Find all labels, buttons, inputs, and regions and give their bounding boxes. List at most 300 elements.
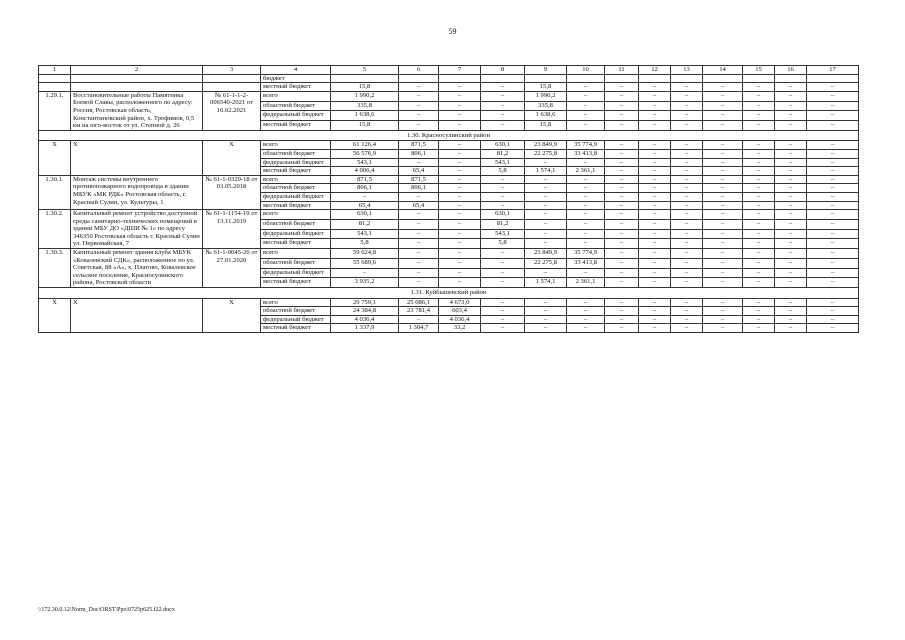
- section-title-row: [39, 288, 859, 299]
- value-cell: –: [481, 83, 525, 92]
- value-cell: –: [807, 158, 859, 167]
- value-cell: –: [567, 219, 605, 229]
- value-cell: 630,1: [481, 141, 525, 150]
- budget-source-cell: местный бюджет: [261, 201, 331, 210]
- column-number: 9: [525, 66, 567, 75]
- value-cell: –: [775, 101, 807, 111]
- value-cell: –: [399, 91, 439, 101]
- value-cell: –: [807, 324, 859, 333]
- item-name: Капитальный ремонт здания клуба МБУК «Ковалевский СДК», расположенное по ул. Советская, 88 «А», х. Платово, Ковалевское сельское поселение, Красносулинского района, Ростовской области: [71, 249, 203, 288]
- value-cell: –: [639, 141, 671, 150]
- value-cell: –: [743, 315, 775, 324]
- value-cell: –: [775, 278, 807, 288]
- table-row: [39, 210, 859, 220]
- value-cell: –: [639, 315, 671, 324]
- value-cell: –: [481, 298, 525, 307]
- value-cell: [639, 74, 671, 83]
- value-cell: –: [605, 192, 639, 201]
- value-cell: 543,1: [331, 158, 399, 167]
- table-row: [39, 91, 859, 101]
- value-cell: –: [605, 239, 639, 249]
- value-cell: –: [605, 278, 639, 288]
- value-cell: –: [481, 120, 525, 130]
- value-cell: –: [399, 210, 439, 220]
- column-number: 13: [671, 66, 703, 75]
- value-cell: –: [703, 219, 743, 229]
- value-cell: –: [703, 149, 743, 158]
- value-cell: 4 006,4: [331, 167, 399, 176]
- item-name: Х: [71, 141, 203, 175]
- value-cell: –: [671, 192, 703, 201]
- value-cell: –: [639, 278, 671, 288]
- value-cell: –: [525, 192, 567, 201]
- value-cell: –: [671, 307, 703, 316]
- value-cell: –: [439, 249, 481, 259]
- value-cell: –: [775, 268, 807, 278]
- value-cell: –: [399, 101, 439, 111]
- value-cell: –: [639, 210, 671, 220]
- value-cell: –: [525, 268, 567, 278]
- item-doc: № 61-1-0329-18 от 03.05.2018: [203, 175, 261, 209]
- value-cell: –: [807, 229, 859, 239]
- value-cell: –: [775, 298, 807, 307]
- value-cell: –: [671, 249, 703, 259]
- value-cell: –: [481, 201, 525, 210]
- value-cell: [807, 74, 859, 83]
- item-doc: Х: [203, 298, 261, 332]
- value-cell: [671, 74, 703, 83]
- value-cell: –: [605, 101, 639, 111]
- value-cell: –: [807, 219, 859, 229]
- value-cell: –: [639, 91, 671, 101]
- value-cell: –: [743, 111, 775, 121]
- value-cell: –: [481, 315, 525, 324]
- section-title: 1.30. Красносулинский район: [39, 130, 859, 141]
- value-cell: 55 689,6: [331, 258, 399, 268]
- value-cell: 630,1: [481, 210, 525, 220]
- value-cell: 61 126,4: [331, 141, 399, 150]
- value-cell: [743, 74, 775, 83]
- budget-source-cell: местный бюджет: [261, 239, 331, 249]
- table-row: [39, 141, 859, 150]
- value-cell: 630,1: [331, 210, 399, 220]
- table-row: [39, 83, 859, 92]
- value-cell: –: [807, 268, 859, 278]
- item-id: 1.29.1.: [39, 91, 71, 130]
- value-cell: –: [439, 258, 481, 268]
- budget-source-cell: областной бюджет: [261, 258, 331, 268]
- value-cell: –: [605, 141, 639, 150]
- value-cell: –: [399, 111, 439, 121]
- budget-source-cell: областной бюджет: [261, 184, 331, 193]
- value-cell: –: [807, 101, 859, 111]
- value-cell: [775, 74, 807, 83]
- column-number: 6: [399, 66, 439, 75]
- value-cell: –: [399, 239, 439, 249]
- budget-source-cell: федеральный бюджет: [261, 158, 331, 167]
- value-cell: –: [567, 120, 605, 130]
- item-id: Х: [39, 298, 71, 332]
- value-cell: –: [639, 167, 671, 176]
- value-cell: –: [807, 175, 859, 184]
- value-cell: –: [399, 268, 439, 278]
- value-cell: 24 384,8: [331, 307, 399, 316]
- value-cell: –: [807, 91, 859, 101]
- budget-source-cell: всего: [261, 210, 331, 220]
- item-doc: № 61-1-1154-19 от 13.11.2019: [203, 210, 261, 249]
- value-cell: –: [703, 91, 743, 101]
- value-cell: –: [743, 149, 775, 158]
- value-cell: –: [671, 324, 703, 333]
- value-cell: –: [605, 91, 639, 101]
- value-cell: –: [703, 298, 743, 307]
- value-cell: –: [703, 175, 743, 184]
- section-title: 1.31. Куйбышевский район: [39, 288, 859, 299]
- value-cell: 806,1: [399, 184, 439, 193]
- value-cell: –: [743, 258, 775, 268]
- value-cell: –: [639, 229, 671, 239]
- value-cell: [71, 74, 203, 83]
- value-cell: –: [703, 210, 743, 220]
- column-number: 7: [439, 66, 481, 75]
- value-cell: [39, 83, 71, 92]
- budget-source-cell: бюджет: [261, 74, 331, 83]
- value-cell: –: [671, 149, 703, 158]
- value-cell: –: [399, 278, 439, 288]
- value-cell: –: [605, 307, 639, 316]
- value-cell: –: [807, 201, 859, 210]
- value-cell: –: [331, 268, 399, 278]
- value-cell: [525, 74, 567, 83]
- value-cell: 65,4: [399, 167, 439, 176]
- value-cell: 1 638,6: [525, 111, 567, 121]
- value-cell: –: [481, 111, 525, 121]
- value-cell: –: [743, 307, 775, 316]
- value-cell: –: [807, 83, 859, 92]
- value-cell: –: [481, 91, 525, 101]
- table-row: [39, 175, 859, 184]
- column-number: 11: [605, 66, 639, 75]
- value-cell: –: [703, 192, 743, 201]
- value-cell: –: [775, 192, 807, 201]
- item-id: 1.30.2.: [39, 210, 71, 249]
- value-cell: 65,4: [399, 201, 439, 210]
- value-cell: –: [671, 120, 703, 130]
- value-cell: –: [807, 167, 859, 176]
- item-doc: № 61-1-0045-20 от 27.01.2020: [203, 249, 261, 288]
- value-cell: –: [775, 324, 807, 333]
- value-cell: –: [775, 210, 807, 220]
- value-cell: –: [567, 315, 605, 324]
- value-cell: –: [605, 268, 639, 278]
- value-cell: –: [775, 184, 807, 193]
- value-cell: –: [703, 101, 743, 111]
- budget-source-cell: местный бюджет: [261, 278, 331, 288]
- value-cell: –: [703, 324, 743, 333]
- value-cell: –: [567, 184, 605, 193]
- item-doc: Х: [203, 141, 261, 175]
- value-cell: –: [807, 298, 859, 307]
- value-cell: –: [703, 201, 743, 210]
- value-cell: 871,5: [399, 141, 439, 150]
- value-cell: –: [481, 249, 525, 259]
- value-cell: –: [605, 258, 639, 268]
- value-cell: –: [743, 167, 775, 176]
- value-cell: –: [671, 184, 703, 193]
- value-cell: –: [775, 141, 807, 150]
- value-cell: –: [605, 298, 639, 307]
- value-cell: –: [743, 184, 775, 193]
- value-cell: 543,1: [331, 229, 399, 239]
- value-cell: 5,8: [481, 239, 525, 249]
- budget-source-cell: всего: [261, 175, 331, 184]
- value-cell: 603,4: [439, 307, 481, 316]
- value-cell: –: [671, 158, 703, 167]
- budget-source-cell: федеральный бюджет: [261, 229, 331, 239]
- value-cell: –: [639, 239, 671, 249]
- value-cell: 15,8: [331, 83, 399, 92]
- value-cell: –: [439, 167, 481, 176]
- value-cell: [567, 74, 605, 83]
- value-cell: 35 774,9: [567, 141, 605, 150]
- value-cell: 15,8: [331, 120, 399, 130]
- value-cell: –: [807, 239, 859, 249]
- value-cell: –: [525, 307, 567, 316]
- value-cell: –: [605, 184, 639, 193]
- value-cell: –: [807, 192, 859, 201]
- budget-source-cell: областной бюджет: [261, 307, 331, 316]
- value-cell: [481, 74, 525, 83]
- value-cell: –: [567, 324, 605, 333]
- value-cell: 81,2: [481, 219, 525, 229]
- value-cell: –: [567, 158, 605, 167]
- value-cell: –: [807, 315, 859, 324]
- value-cell: –: [703, 111, 743, 121]
- value-cell: –: [775, 83, 807, 92]
- table-body: [39, 74, 859, 332]
- value-cell: 23 849,9: [525, 141, 567, 150]
- budget-source-cell: областной бюджет: [261, 149, 331, 158]
- column-number: 17: [807, 66, 859, 75]
- value-cell: –: [743, 210, 775, 220]
- value-cell: 1 574,1: [525, 278, 567, 288]
- value-cell: [399, 74, 439, 83]
- value-cell: 1 990,2: [525, 91, 567, 101]
- section-title-row: [39, 130, 859, 141]
- value-cell: –: [639, 192, 671, 201]
- value-cell: –: [775, 91, 807, 101]
- value-cell: 5,8: [331, 239, 399, 249]
- value-cell: 29 759,1: [331, 298, 399, 307]
- value-cell: –: [639, 83, 671, 92]
- value-cell: –: [743, 249, 775, 259]
- value-cell: –: [525, 175, 567, 184]
- value-cell: –: [775, 229, 807, 239]
- value-cell: –: [775, 258, 807, 268]
- value-cell: –: [807, 141, 859, 150]
- value-cell: –: [439, 219, 481, 229]
- value-cell: –: [399, 83, 439, 92]
- value-cell: –: [439, 149, 481, 158]
- budget-source-cell: областной бюджет: [261, 101, 331, 111]
- value-cell: –: [671, 239, 703, 249]
- value-cell: 1 574,1: [525, 167, 567, 176]
- value-cell: –: [567, 201, 605, 210]
- value-cell: 81,2: [481, 149, 525, 158]
- value-cell: –: [639, 158, 671, 167]
- column-number: 10: [567, 66, 605, 75]
- value-cell: –: [775, 111, 807, 121]
- table-row: [39, 74, 859, 83]
- item-id: Х: [39, 141, 71, 175]
- value-cell: –: [703, 249, 743, 259]
- value-cell: –: [605, 175, 639, 184]
- value-cell: –: [639, 249, 671, 259]
- value-cell: –: [439, 101, 481, 111]
- value-cell: –: [775, 307, 807, 316]
- value-cell: 22 275,8: [525, 258, 567, 268]
- value-cell: 5,8: [481, 167, 525, 176]
- value-cell: –: [671, 83, 703, 92]
- value-cell: 59 624,8: [331, 249, 399, 259]
- budget-source-cell: федеральный бюджет: [261, 315, 331, 324]
- value-cell: –: [399, 120, 439, 130]
- value-cell: –: [671, 111, 703, 121]
- column-number: 3: [203, 66, 261, 75]
- value-cell: –: [605, 120, 639, 130]
- value-cell: –: [671, 219, 703, 229]
- value-cell: –: [567, 307, 605, 316]
- value-cell: –: [671, 167, 703, 176]
- value-cell: –: [567, 229, 605, 239]
- value-cell: [331, 74, 399, 83]
- value-cell: –: [481, 324, 525, 333]
- value-cell: –: [639, 111, 671, 121]
- budget-source-cell: местный бюджет: [261, 120, 331, 130]
- value-cell: 23 849,9: [525, 249, 567, 259]
- value-cell: –: [525, 298, 567, 307]
- value-cell: –: [671, 278, 703, 288]
- value-cell: –: [743, 278, 775, 288]
- value-cell: –: [639, 307, 671, 316]
- value-cell: –: [743, 219, 775, 229]
- value-cell: –: [743, 91, 775, 101]
- value-cell: –: [671, 141, 703, 150]
- value-cell: –: [605, 249, 639, 259]
- value-cell: –: [605, 219, 639, 229]
- value-cell: –: [703, 141, 743, 150]
- value-cell: –: [399, 219, 439, 229]
- value-cell: 56 576,9: [331, 149, 399, 158]
- value-cell: –: [703, 315, 743, 324]
- value-cell: [605, 74, 639, 83]
- value-cell: –: [439, 91, 481, 101]
- value-cell: –: [481, 258, 525, 268]
- value-cell: –: [567, 192, 605, 201]
- budget-source-cell: всего: [261, 298, 331, 307]
- item-name: Капитальный ремонт устройство доступной среды санитарно-технических помещений в здании МБУ ДО «ДШИ № 1» по адресу 346350 Ростовская область г. Красный Сулин ул. Первомайская, 7: [71, 210, 203, 249]
- value-cell: –: [481, 192, 525, 201]
- value-cell: –: [639, 298, 671, 307]
- value-cell: 4 673,0: [439, 298, 481, 307]
- value-cell: –: [605, 111, 639, 121]
- value-cell: 33 413,8: [567, 258, 605, 268]
- value-cell: –: [567, 91, 605, 101]
- value-cell: –: [439, 175, 481, 184]
- value-cell: –: [481, 184, 525, 193]
- value-cell: –: [743, 120, 775, 130]
- value-cell: –: [743, 101, 775, 111]
- value-cell: –: [671, 268, 703, 278]
- value-cell: –: [605, 201, 639, 210]
- value-cell: –: [481, 278, 525, 288]
- value-cell: –: [605, 229, 639, 239]
- item-name: Монтаж системы внутреннего противопожарного водопровода в здании МБУК «МК РДК» Ростовская область, г. Красный Сулин, ул. Культуры, 1: [71, 175, 203, 209]
- table-row: [39, 298, 859, 307]
- budget-source-cell: областной бюджет: [261, 219, 331, 229]
- value-cell: –: [439, 192, 481, 201]
- value-cell: –: [807, 249, 859, 259]
- value-cell: –: [525, 229, 567, 239]
- value-cell: –: [525, 239, 567, 249]
- value-cell: –: [605, 83, 639, 92]
- value-cell: 81,2: [331, 219, 399, 229]
- value-cell: [703, 74, 743, 83]
- value-cell: –: [439, 158, 481, 167]
- value-cell: –: [639, 184, 671, 193]
- value-cell: –: [703, 120, 743, 130]
- value-cell: –: [703, 258, 743, 268]
- value-cell: –: [743, 192, 775, 201]
- value-cell: 806,1: [331, 184, 399, 193]
- column-number: 1: [39, 66, 71, 75]
- value-cell: –: [639, 149, 671, 158]
- value-cell: –: [703, 278, 743, 288]
- value-cell: 25 086,1: [399, 298, 439, 307]
- value-cell: 65,4: [331, 201, 399, 210]
- value-cell: 2 361,1: [567, 278, 605, 288]
- value-cell: 33 413,8: [567, 149, 605, 158]
- value-cell: –: [525, 219, 567, 229]
- value-cell: [439, 74, 481, 83]
- value-cell: –: [703, 239, 743, 249]
- page-number: 59: [448, 27, 457, 36]
- value-cell: 3 935,2: [331, 278, 399, 288]
- value-cell: –: [605, 315, 639, 324]
- value-cell: –: [775, 158, 807, 167]
- budget-source-cell: всего: [261, 141, 331, 150]
- value-cell: –: [567, 111, 605, 121]
- value-cell: –: [399, 229, 439, 239]
- value-cell: –: [481, 307, 525, 316]
- value-cell: –: [439, 210, 481, 220]
- value-cell: –: [703, 184, 743, 193]
- value-cell: [203, 83, 261, 92]
- value-cell: –: [481, 101, 525, 111]
- file-path-footer: \\172.30.0.12\Norm_Doc\ORST\Ppo\0725p625.f22.docx: [38, 607, 175, 613]
- value-cell: –: [807, 120, 859, 130]
- value-cell: 22 275,8: [525, 149, 567, 158]
- budget-source-cell: местный бюджет: [261, 83, 331, 92]
- value-cell: –: [743, 229, 775, 239]
- value-cell: –: [639, 175, 671, 184]
- budget-table: [38, 65, 859, 333]
- value-cell: 543,1: [481, 229, 525, 239]
- budget-source-cell: федеральный бюджет: [261, 111, 331, 121]
- value-cell: 871,5: [399, 175, 439, 184]
- value-cell: –: [807, 210, 859, 220]
- value-cell: –: [399, 249, 439, 259]
